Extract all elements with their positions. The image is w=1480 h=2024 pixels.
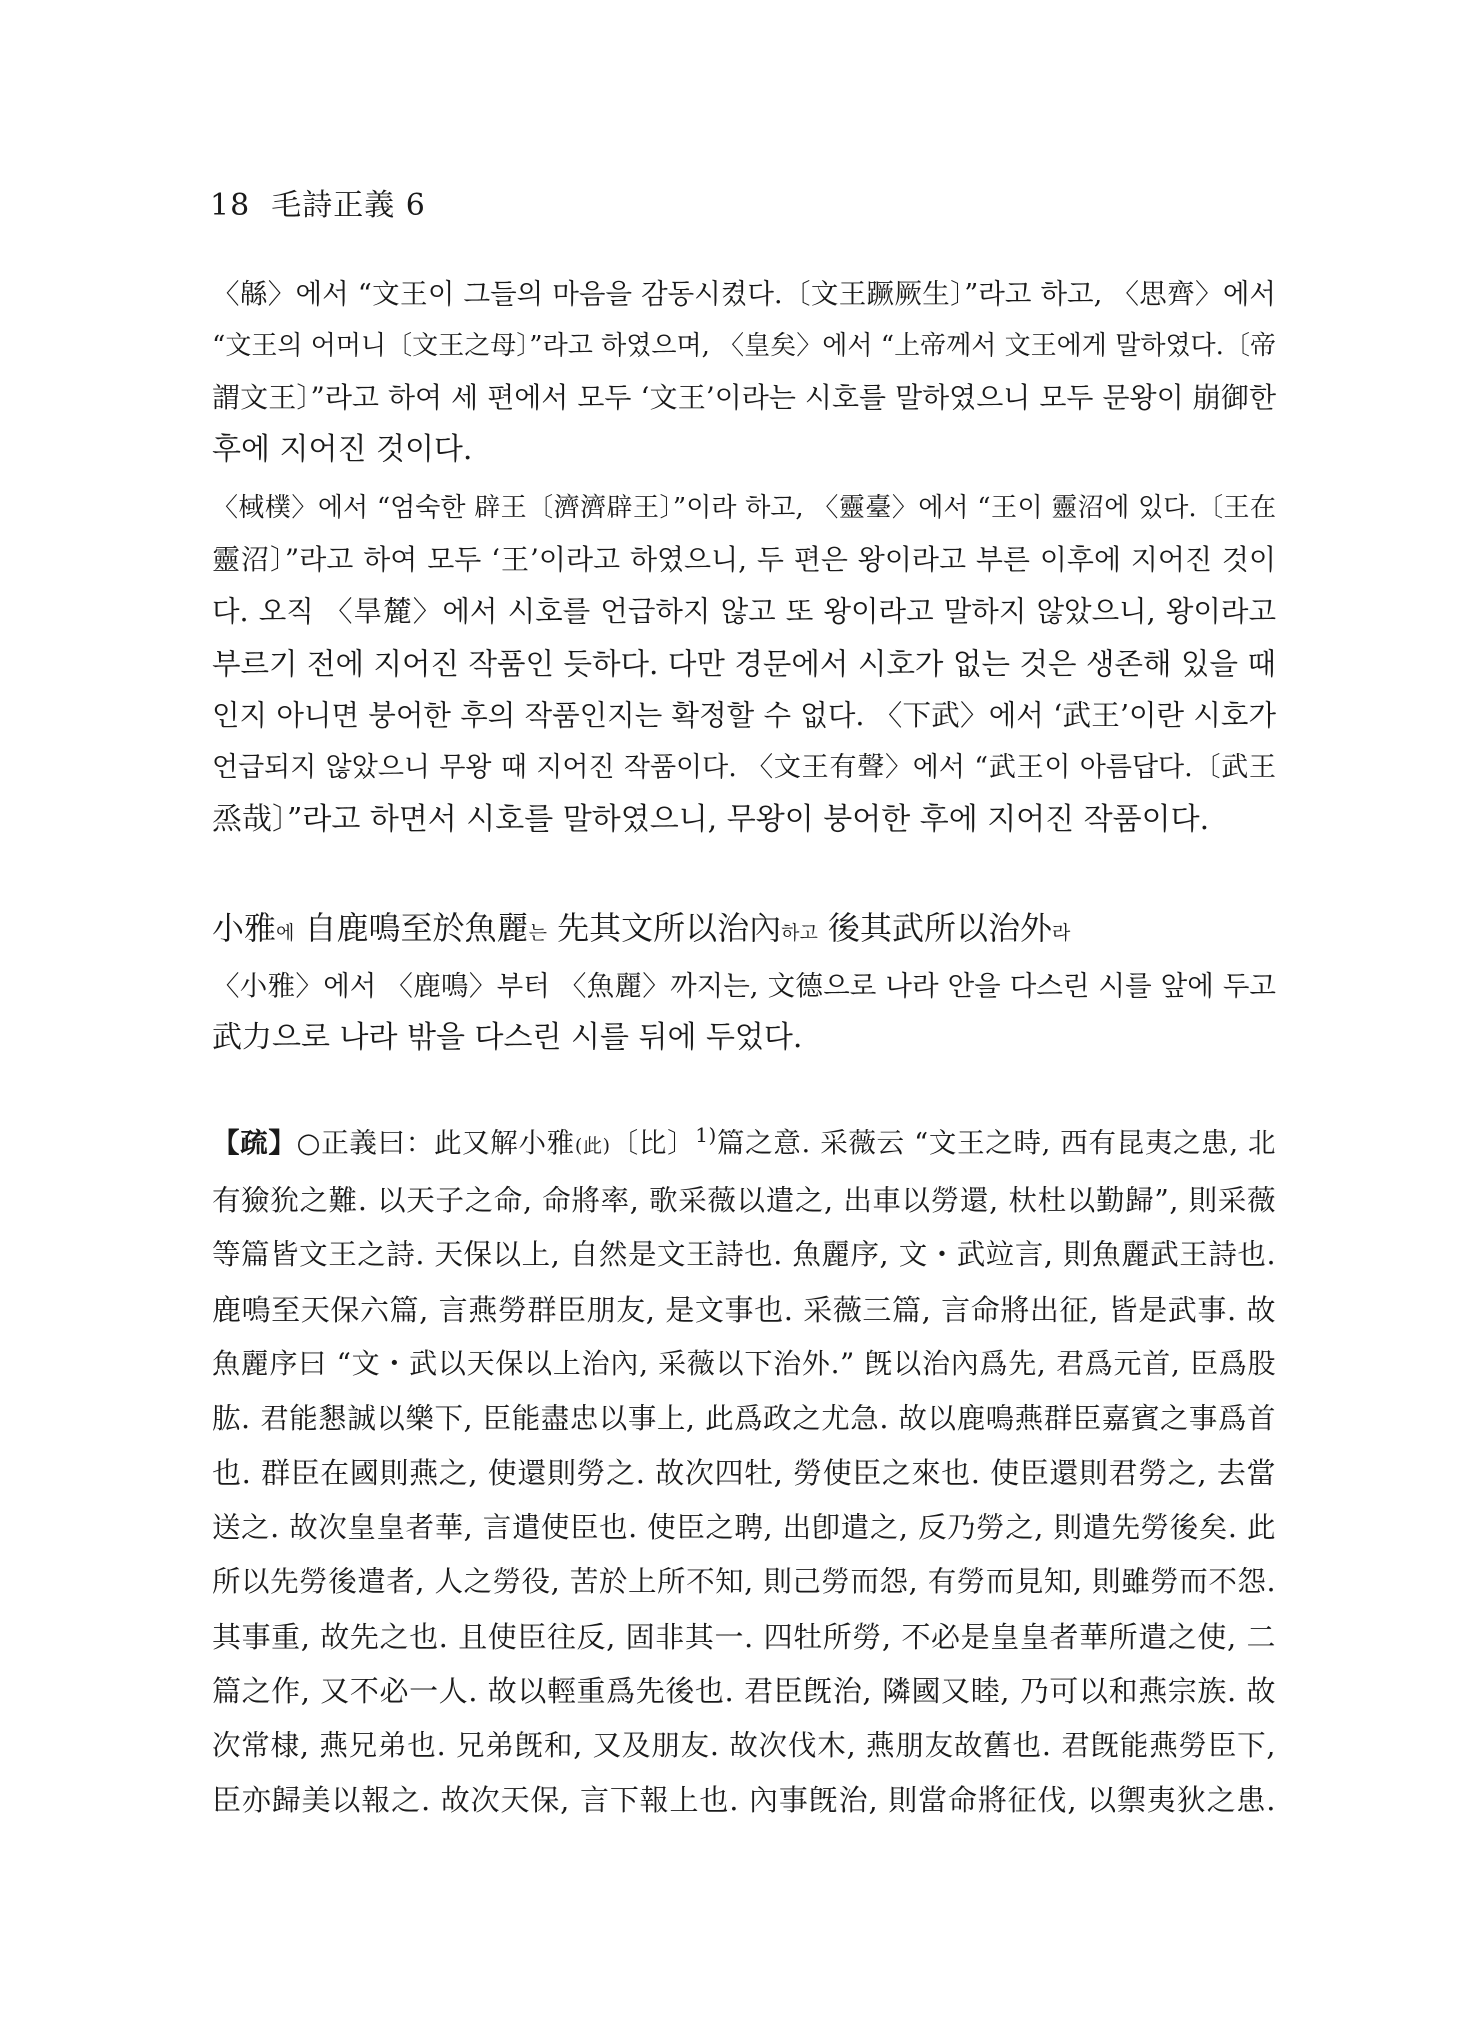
korean-particle: 는 <box>528 922 547 944</box>
text-line: “文王의 어머니〔文王之母〕”라고 하였으며, 〈皇矣〉에서 “上帝께서 文王에게 말하였다.〔帝 <box>212 331 1276 361</box>
korean-paragraph-1 <box>212 268 1276 476</box>
text-line <box>212 1108 1276 1174</box>
korean-particle: 하고 <box>781 922 818 944</box>
page-number: 18 <box>210 188 251 223</box>
text-line: 篇之作, 又不必一人. 故以輕重爲先後也. 君臣旣治, 隣國又睦, 乃可以和燕宗族. 故 <box>212 1674 1276 1709</box>
text-line: 〈緜〉에서 “文王이 그들의 마음을 감동시켰다.〔文王蹶厥生〕”라고 하고, 〈思齊〉에서 <box>212 278 1276 310</box>
text-segment: 後其武所以治外 <box>817 909 1053 947</box>
text-line: 靈沼〕”라고 하여 모두 ‘王’이라고 하였으니, 두 편은 왕이라고 부른 이후에 지어진 것이 <box>212 543 1276 576</box>
text-line: 부르기 전에 지어진 작품인 듯하다. 다만 경문에서 시호가 없는 것은 생존해 있을 때 <box>212 647 1276 681</box>
text-line: 〈棫樸〉에서 “엄숙한 辟王〔濟濟辟王〕”이라 하고, 〈靈臺〉에서 “王이 靈沼에 있다.〔王在 <box>212 493 1276 523</box>
text-line: 臣亦歸美以報之. 故次天保, 言下報上也. 內事旣治, 則當命將征伐, 以禦夷狄之患. <box>212 1783 1276 1818</box>
footnote-marker: 1) <box>695 1123 717 1147</box>
korean-particle: 라 <box>1052 922 1071 944</box>
running-header <box>210 180 426 224</box>
text-segment: 篇之意. 采薇云 “文王之時, 西有昆夷之患, 北 <box>716 1127 1277 1160</box>
text-line: 烝哉〕”라고 하면서 시호를 말하였으니, 무왕이 붕어한 후에 지어진 작품이다. <box>212 802 1210 837</box>
text-line: 인지 아니면 붕어한 후의 작품인지는 확정할 수 없다. 〈下武〉에서 ‘武王’이란 시호가 <box>212 699 1276 732</box>
text-line: 武力으로 나라 밖을 다스린 시를 뒤에 두었다. <box>212 1020 803 1055</box>
text-line: 次常棣, 燕兄弟也. 兄弟旣和, 又及朋友. 故次伐木, 燕朋友故舊也. 君旣能燕勞臣下, <box>212 1728 1276 1762</box>
commentary-label: 【疏】 <box>212 1127 297 1160</box>
text-line: 所以先勞後遣者, 人之勞役, 苦於上所不知, 則己勞而怨, 有勞而見知, 則雖勞而不怨. <box>212 1565 1276 1599</box>
text-line: 후에 지어진 것이다. <box>212 432 473 467</box>
text-line: 也. 群臣在國則燕之, 使還則勞之. 故次四牡, 勞使臣之來也. 使臣還則君勞之, 去當 <box>212 1456 1276 1491</box>
text-line: 有獫狁之難. 以天子之命, 命將率, 歌采薇以遣之, 出車以勞還, 杕杜以勤歸”, 則采薇 <box>212 1183 1276 1217</box>
text-line: 다. 오직 〈旱麓〉에서 시호를 언급하지 않고 또 왕이라고 말하지 않았으니, 왕이라고 <box>212 595 1276 628</box>
deleted-character: (此) <box>574 1135 611 1158</box>
text-line: 其事重, 故先之也. 且使臣往反, 固非其一. 四牡所勞, 不必是皇皇者華所遣之使, 二 <box>212 1619 1276 1654</box>
text-segment: 小雅 <box>212 909 277 947</box>
commentary-paragraph <box>212 1108 1276 1828</box>
text-line: 肱. 君能懇誠以樂下, 臣能盡忠以事上, 此爲政之尤急. 故以鹿鳴燕群臣嘉賓之事爲首 <box>212 1401 1276 1435</box>
text-line: 謂文王〕”라고 하여 세 편에서 모두 ‘文王’이라는 시호를 말하였으니 모두 문왕이 崩御한 <box>212 381 1276 414</box>
original-classical-text <box>212 904 1276 957</box>
text-segment: ○正義曰：此又解小雅 <box>296 1127 575 1160</box>
text-line: 送之. 故次皇皇者華, 言遣使臣也. 使臣之聘, 出卽遣之, 反乃勞之, 則遣先勞後矣. 此 <box>212 1510 1276 1544</box>
book-title: 毛詩正義 6 <box>271 188 426 223</box>
text-line: 鹿鳴至天保六篇, 言燕勞群臣朋友, 是文事也. 采薇三篇, 言命將出征, 皆是武事. 故 <box>212 1292 1276 1327</box>
text-segment: 自鹿鳴至於魚麗 <box>294 909 529 947</box>
korean-particle: 에 <box>276 922 295 944</box>
text-segment: 先其文所以治內 <box>546 909 782 947</box>
corrected-character: 〔比〕 <box>610 1127 696 1160</box>
text-line: 언급되지 않았으니 무왕 때 지어진 작품이다. 〈文王有聲〉에서 “武王이 아름답다.〔武王 <box>212 752 1276 783</box>
text-line: 〈小雅〉에서 〈鹿鳴〉부터 〈魚麗〉까지는, 文德으로 나라 안을 다스린 시를 앞에 두고 <box>212 970 1276 1002</box>
korean-paragraph-2 <box>212 482 1276 846</box>
translation-paragraph <box>212 960 1276 1064</box>
text-line: 等篇皆文王之詩. 天保以上, 自然是文王詩也. 魚麗序, 文・武竝言, 則魚麗武王詩也. <box>212 1238 1276 1272</box>
text-line: 魚麗序曰 “文・武以天保以上治內, 采薇以下治外.” 旣以治內爲先, 君爲元首, 臣爲股 <box>212 1347 1276 1381</box>
